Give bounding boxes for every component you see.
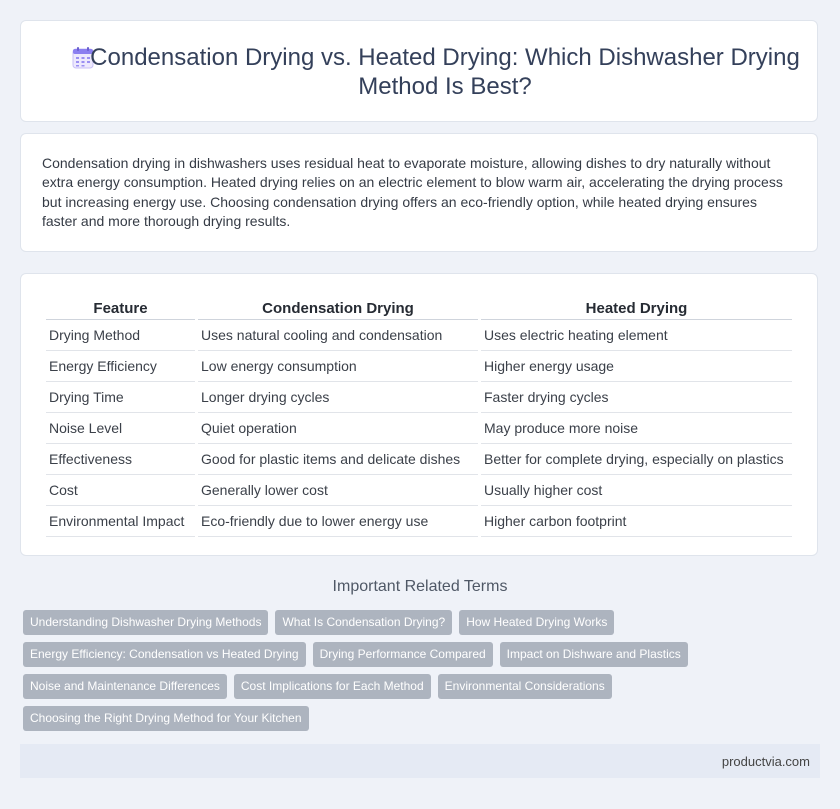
- page-title: Condensation Drying vs. Heated Drying: Which Dishwasher Drying Method Is Best?: [90, 44, 800, 100]
- comparison-card: [20, 273, 818, 556]
- site-name[interactable]: productvia.com: [721, 754, 810, 769]
- table-row: [46, 351, 792, 382]
- related-term-tag[interactable]: Drying Performance Compared: [313, 642, 493, 667]
- table-cell: Faster drying cycles: [481, 382, 792, 413]
- related-terms-heading: Important Related Terms: [332, 578, 508, 595]
- table-cell: Higher carbon footprint: [481, 506, 792, 537]
- tag-row: [23, 674, 703, 699]
- table-row: [46, 382, 792, 413]
- title-card: [20, 20, 818, 122]
- column-header-feature: Feature: [46, 296, 195, 320]
- table-cell: Usually higher cost: [481, 475, 792, 506]
- table-row: [46, 475, 792, 506]
- table-cell: Higher energy usage: [481, 351, 792, 382]
- related-terms-list: [23, 610, 703, 738]
- related-term-tag[interactable]: Noise and Maintenance Differences: [23, 674, 227, 699]
- table-cell: Longer drying cycles: [198, 382, 478, 413]
- table-cell: Good for plastic items and delicate dishes: [198, 444, 478, 475]
- table-cell: Environmental Impact: [46, 506, 195, 537]
- related-term-tag[interactable]: Choosing the Right Drying Method for Your Kitchen: [23, 706, 309, 731]
- table-cell: May produce more noise: [481, 413, 792, 444]
- table-cell: Drying Method: [46, 320, 195, 351]
- table-row: [46, 506, 792, 537]
- footer: [20, 744, 820, 778]
- column-header-condensation: Condensation Drying: [198, 296, 478, 320]
- related-term-tag[interactable]: Impact on Dishware and Plastics: [500, 642, 688, 667]
- table-cell: Drying Time: [46, 382, 195, 413]
- related-term-tag[interactable]: How Heated Drying Works: [459, 610, 614, 635]
- tag-row: [23, 610, 703, 635]
- table-row: [46, 413, 792, 444]
- related-term-tag[interactable]: Cost Implications for Each Method: [234, 674, 431, 699]
- table-cell: Low energy consumption: [198, 351, 478, 382]
- related-term-tag[interactable]: Environmental Considerations: [438, 674, 612, 699]
- related-term-tag[interactable]: Energy Efficiency: Condensation vs Heated Drying: [23, 642, 306, 667]
- column-header-heated: Heated Drying: [481, 296, 792, 320]
- tag-row: [23, 706, 703, 731]
- table-cell: Effectiveness: [46, 444, 195, 475]
- table-cell: Generally lower cost: [198, 475, 478, 506]
- table-row: [46, 320, 792, 351]
- related-term-tag[interactable]: What Is Condensation Drying?: [275, 610, 452, 635]
- table-header-row: [46, 296, 792, 320]
- intro-card: [20, 133, 818, 252]
- comparison-table: [43, 296, 795, 537]
- intro-paragraph: Condensation drying in dishwashers uses residual heat to evaporate moisture, allowing dishes to dry naturally without extra energy consumption. Heated drying relies on an electric element to blow warm air, accelerating the drying process but increasing energy use. Choosing condensation drying offers an eco-friendly option, while heated drying ensures faster and more thorough drying results.: [42, 155, 783, 230]
- table-cell: Better for complete drying, especially on plastics: [481, 444, 792, 475]
- table-cell: Eco-friendly due to lower energy use: [198, 506, 478, 537]
- table-cell: Noise Level: [46, 413, 195, 444]
- related-term-tag[interactable]: Understanding Dishwasher Drying Methods: [23, 610, 268, 635]
- table-cell: Uses electric heating element: [481, 320, 792, 351]
- tag-row: [23, 642, 703, 667]
- table-cell: Energy Efficiency: [46, 351, 195, 382]
- table-cell: Uses natural cooling and condensation: [198, 320, 478, 351]
- table-cell: Cost: [46, 475, 195, 506]
- table-cell: Quiet operation: [198, 413, 478, 444]
- table-row: [46, 444, 792, 475]
